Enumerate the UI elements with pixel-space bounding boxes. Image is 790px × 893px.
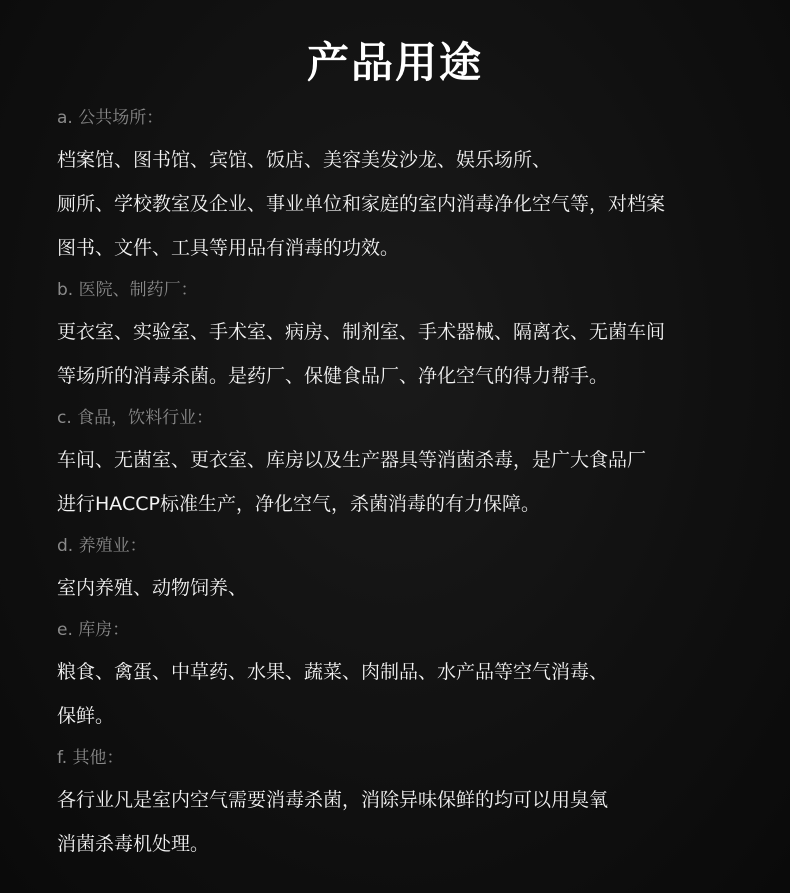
section-line: 消菌杀毒机处理。 [57, 833, 210, 855]
section-heading: f. 其他： [57, 748, 124, 768]
section-warehouse [57, 610, 757, 738]
section-public-places [57, 98, 757, 270]
section-heading: a. 公共场所： [57, 108, 164, 128]
section-heading: d. 养殖业： [57, 536, 147, 556]
page-title: 产品用途 [306, 38, 483, 87]
section-line: 等场所的消毒杀菌。是药厂、保健食品厂、净化空气的得力帮手。 [57, 365, 609, 387]
section-line: 进行HACCP标准生产，净化空气，杀菌消毒的有力保障。 [57, 493, 540, 515]
section-heading: b. 医院、制药厂： [57, 280, 198, 300]
section-breeding [57, 526, 757, 610]
section-other [57, 738, 757, 866]
section-food-beverage [57, 398, 757, 526]
section-line: 档案馆、图书馆、宾馆、饭店、美容美发沙龙、娱乐场所、 [57, 149, 552, 171]
section-line: 粮食、禽蛋、中草药、水果、蔬菜、肉制品、水产品等空气消毒、 [57, 661, 609, 683]
section-line: 车间、无菌室、更衣室、库房以及生产器具等消菌杀毒，是广大食品厂 [57, 449, 647, 471]
section-heading: c. 食品，饮料行业： [57, 408, 214, 428]
section-line: 室内养殖、动物饲养、 [57, 577, 248, 599]
section-line: 更衣室、实验室、手术室、病房、制剂室、手术器械、隔离衣、无菌车间 [57, 321, 666, 343]
usage-list [57, 98, 757, 866]
section-heading: e. 库房： [57, 620, 130, 640]
section-line: 厕所、学校教室及企业、事业单位和家庭的室内消毒净化空气等，对档案 [57, 193, 666, 215]
section-hospital-pharma [57, 270, 757, 398]
section-line: 图书、文件、工具等用品有消毒的功效。 [57, 237, 400, 259]
section-line: 保鲜。 [57, 705, 115, 727]
section-line: 各行业凡是室内空气需要消毒杀菌，消除异味保鲜的均可以用臭氧 [57, 789, 609, 811]
